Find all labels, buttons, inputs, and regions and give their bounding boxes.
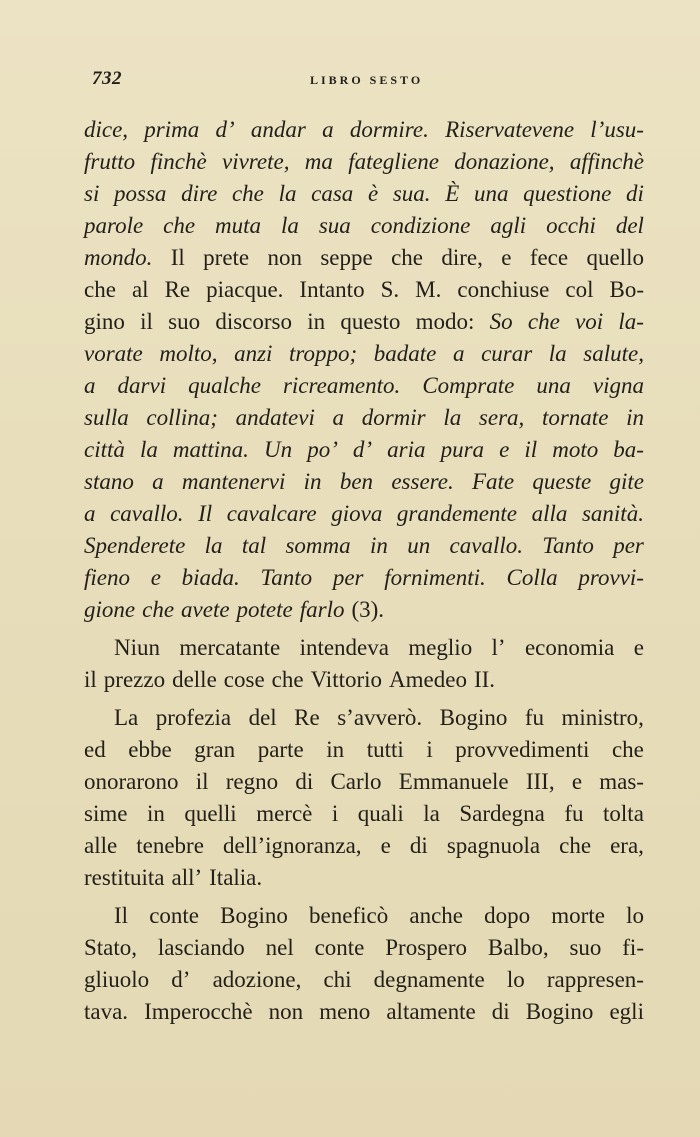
word: alle [84, 833, 118, 858]
word: ma [304, 149, 333, 174]
word: economia [524, 635, 615, 660]
text-line [84, 664, 644, 696]
word: a [152, 469, 164, 494]
word: agli [490, 213, 527, 238]
word: donazione, [454, 149, 555, 174]
word: ebbe [128, 737, 172, 762]
word: fece [529, 245, 569, 270]
text-line [84, 996, 644, 1028]
word: ricreamento. [282, 373, 401, 398]
word: ed [84, 737, 106, 762]
word: fu [524, 705, 545, 730]
word: mattina. [172, 437, 249, 462]
word: la [280, 213, 299, 238]
word: curar [481, 341, 533, 366]
word: e [501, 245, 512, 270]
word: andatevi [235, 405, 315, 430]
word: la- [618, 309, 644, 334]
word: questo [340, 309, 401, 334]
word: S. [380, 277, 400, 302]
word: Bogino [220, 903, 288, 928]
text-line [84, 338, 644, 370]
word: ba- [613, 437, 644, 462]
word: lo [626, 903, 644, 928]
word: in [307, 309, 326, 334]
word: del [615, 213, 644, 238]
word: Un [264, 437, 293, 462]
word: dire [181, 181, 218, 206]
word: degnamente [373, 967, 485, 992]
word: il [195, 769, 209, 794]
word: tava. [84, 999, 129, 1024]
word: a [452, 341, 465, 366]
word: anche [409, 903, 463, 928]
word: Balbo, [487, 935, 549, 960]
word: La [114, 705, 139, 730]
word: sua. [392, 181, 431, 206]
word: non [268, 999, 304, 1024]
word: conchiuse [457, 277, 550, 302]
word: alla [531, 501, 568, 526]
word: meglio [408, 635, 473, 660]
word: i [331, 801, 339, 826]
word: conte [314, 935, 365, 960]
word: adozione, [212, 967, 302, 992]
word: suo [168, 309, 201, 334]
text-line [84, 434, 644, 466]
word: potete [236, 597, 293, 622]
word: i [426, 737, 433, 762]
word: qualche [188, 373, 261, 398]
text-line [84, 766, 644, 798]
word: frutto [84, 149, 136, 174]
word: mas- [599, 769, 644, 794]
text-line [84, 274, 644, 306]
word: che [84, 277, 116, 302]
word: fu [564, 801, 584, 826]
word: pura [440, 437, 485, 462]
word: onorarono [84, 769, 179, 794]
word: giova [331, 501, 383, 526]
word: chi [323, 967, 352, 992]
word: a [332, 405, 345, 430]
word: Bogino [439, 705, 508, 730]
word: Re [164, 277, 191, 302]
word: dell’ignoranza, [222, 833, 362, 858]
word: vivrete, [221, 149, 290, 174]
word: quello [586, 245, 644, 270]
word: ministro, [561, 705, 644, 730]
word: andar [250, 117, 306, 142]
word: è [367, 181, 379, 206]
word: mercè [256, 801, 313, 826]
word: che [231, 181, 264, 206]
text-line [84, 178, 644, 210]
word: seppe [320, 245, 373, 270]
word: la [423, 801, 440, 826]
word: dice, [84, 117, 129, 142]
word: fategliene [348, 149, 439, 174]
word: anzi [234, 341, 273, 366]
word: intendeva [299, 635, 389, 660]
word: delle [172, 667, 217, 692]
word: ben [339, 469, 374, 494]
page-number: 732 [92, 68, 122, 89]
word: in [626, 405, 644, 430]
word: all’ [171, 865, 203, 890]
word: queste [532, 469, 592, 494]
word: mercatante [179, 635, 281, 660]
word: egli [609, 999, 644, 1024]
word: vorate [84, 341, 143, 366]
word: (3). [351, 597, 385, 622]
word: sera, [478, 405, 525, 430]
word: beneficò [309, 903, 389, 928]
word: mantenervi [181, 469, 286, 494]
word: Imperocchè [144, 999, 253, 1024]
word: in [303, 469, 322, 494]
word: Carlo [330, 769, 382, 794]
word: collina; [146, 405, 218, 430]
text-line [84, 798, 644, 830]
word: essere. [391, 469, 454, 494]
word: Sardegna [459, 801, 545, 826]
word: col [565, 277, 594, 302]
word: non [267, 245, 302, 270]
word: in [146, 801, 165, 826]
word: salute, [583, 341, 644, 366]
word: prezzo [103, 667, 166, 692]
word: provvedimenti [455, 737, 590, 762]
word: tutti [366, 737, 404, 762]
word: muta [215, 213, 262, 238]
word: casa [311, 181, 354, 206]
word: la [278, 181, 297, 206]
word: finchè [150, 149, 207, 174]
word: aria [387, 437, 426, 462]
word: prima [144, 117, 200, 142]
word: darvi [117, 373, 167, 398]
word: quelli [184, 801, 237, 826]
text-line [84, 932, 644, 964]
word: parole [84, 213, 144, 238]
word: sime [84, 801, 128, 826]
word: gite [609, 469, 644, 494]
word: Stato, [84, 935, 138, 960]
word: a [84, 501, 96, 526]
word: vigna [592, 373, 644, 398]
word: rappresen- [546, 967, 644, 992]
word: dire, [441, 245, 483, 270]
text-line [84, 498, 644, 530]
word: fi- [622, 935, 644, 960]
word: Emmanuele [398, 769, 509, 794]
word: cavallo. [110, 501, 184, 526]
word: d’ [171, 967, 191, 992]
word: di [491, 999, 510, 1024]
word: d’ [215, 117, 235, 142]
text-line [84, 306, 644, 338]
word: per [613, 533, 644, 558]
word: che [559, 833, 592, 858]
text-line [84, 702, 644, 734]
word: una [536, 373, 571, 398]
text-line [84, 114, 644, 146]
text-line [84, 964, 644, 996]
word: tenebre [136, 833, 204, 858]
word: biada. [181, 565, 240, 590]
word: il [524, 437, 538, 462]
word: in [369, 533, 388, 558]
word: Intanto [299, 277, 365, 302]
word: Amedeo [389, 667, 467, 692]
word: morte [551, 903, 605, 928]
word: l’ [491, 635, 506, 660]
text-line [84, 530, 644, 562]
text-line [84, 466, 644, 498]
word: tal [241, 533, 267, 558]
word: al [131, 277, 149, 302]
word: po’ [307, 437, 338, 462]
word: modo: [415, 309, 475, 334]
word: grandemente [396, 501, 517, 526]
word: sulla [84, 405, 129, 430]
word: Colla [506, 565, 558, 590]
word: occhi [546, 213, 596, 238]
text-line [84, 242, 644, 274]
word: Re [294, 705, 320, 730]
word: dopo [484, 903, 531, 928]
word: per [332, 565, 364, 590]
word: tornate [541, 405, 609, 430]
word: dormire. [349, 117, 429, 142]
word: Fate [471, 469, 515, 494]
word: d’ [352, 437, 373, 462]
word: meno [319, 999, 371, 1024]
word: Il [198, 501, 213, 526]
word: era, [610, 833, 644, 858]
word: a [84, 373, 96, 398]
word: che [271, 667, 304, 692]
word: e [633, 635, 644, 660]
word: sua [318, 213, 351, 238]
word: di [295, 769, 314, 794]
word: III, [525, 769, 555, 794]
word: fornimenti. [384, 565, 486, 590]
text-line [84, 210, 644, 242]
word: stano [84, 469, 134, 494]
word: moto [552, 437, 599, 462]
word: quali [357, 801, 404, 826]
word: questione [523, 181, 612, 206]
word: piacque. [206, 277, 284, 302]
word: lasciando [157, 935, 245, 960]
word: So [489, 309, 513, 334]
word: nel [265, 935, 294, 960]
word: farlo [299, 597, 345, 622]
word: Vittorio [310, 667, 383, 692]
word: il [84, 667, 97, 692]
text-line [84, 594, 644, 626]
word: città [84, 437, 125, 462]
word: cavallo. [449, 533, 523, 558]
word: M. [415, 277, 442, 302]
word: l’usu- [590, 117, 644, 142]
text-line [84, 830, 644, 862]
word: voi [575, 309, 604, 334]
word: il [140, 309, 153, 334]
word: parte [257, 737, 304, 762]
word: di [409, 833, 428, 858]
word: badate [373, 341, 437, 366]
word: e [571, 769, 583, 794]
word: discorso [215, 309, 292, 334]
word: Niun [114, 635, 160, 660]
word: che [527, 309, 560, 334]
text-line [84, 146, 644, 178]
word: gliuolo [84, 967, 150, 992]
text-line [84, 632, 644, 664]
word: Il [170, 245, 185, 270]
word: che [163, 213, 196, 238]
text-line [84, 862, 644, 894]
word: II. [473, 667, 496, 692]
word: dormir [361, 405, 426, 430]
word: altamente [386, 999, 476, 1024]
text-line [84, 900, 644, 932]
word: e [380, 833, 391, 858]
word: cavalcare [226, 501, 317, 526]
word: fieno [84, 565, 130, 590]
word: restituita [84, 865, 165, 890]
word: che [391, 245, 423, 270]
word: gione [84, 597, 136, 622]
text-line [84, 402, 644, 434]
word: È [445, 181, 460, 206]
word: tolta [603, 801, 644, 826]
word: profezia [155, 705, 232, 730]
text-line [84, 734, 644, 766]
word: gino [84, 309, 125, 334]
word: la [443, 405, 462, 430]
word: condizione [370, 213, 471, 238]
word: Italia. [209, 865, 263, 890]
word: che [142, 597, 175, 622]
word: provvi- [578, 565, 644, 590]
text-line [84, 370, 644, 402]
word: conte [149, 903, 200, 928]
word: molto, [159, 341, 218, 366]
body-text [84, 114, 644, 1028]
word: troppo; [289, 341, 358, 366]
word: e [499, 437, 510, 462]
word: s’avverò. [337, 705, 423, 730]
word: avete [181, 597, 230, 622]
word: la [204, 533, 223, 558]
word: Tanto [542, 533, 594, 558]
word: cose [223, 667, 265, 692]
word: Riservatevene [445, 117, 575, 142]
word: sanità. [581, 501, 644, 526]
word: regno [225, 769, 279, 794]
word: in [326, 737, 345, 762]
word: che [611, 737, 644, 762]
word: un [407, 533, 431, 558]
word: e [150, 565, 161, 590]
word: Tanto [260, 565, 313, 590]
word: la [548, 341, 567, 366]
word: Prospero [385, 935, 468, 960]
word: possa [114, 181, 167, 206]
text-line [84, 562, 644, 594]
word: a [322, 117, 334, 142]
word: Bogino [525, 999, 594, 1024]
word: del [248, 705, 277, 730]
word: Spenderete [84, 533, 186, 558]
running-head: LIBRO SESTO [310, 73, 424, 87]
word: lo [506, 967, 525, 992]
word: prete [203, 245, 250, 270]
word: somma [285, 533, 351, 558]
word: la [139, 437, 158, 462]
word: si [84, 181, 100, 206]
word: mondo. [84, 245, 153, 270]
word: Bo- [609, 277, 644, 302]
word: una [473, 181, 509, 206]
word: spagnuola [446, 833, 541, 858]
word: di [625, 181, 644, 206]
word: gran [194, 737, 236, 762]
page-header [92, 68, 652, 98]
word: affinchè [569, 149, 644, 174]
word: Il [114, 903, 129, 928]
word: Comprate [422, 373, 515, 398]
word: suo [569, 935, 602, 960]
